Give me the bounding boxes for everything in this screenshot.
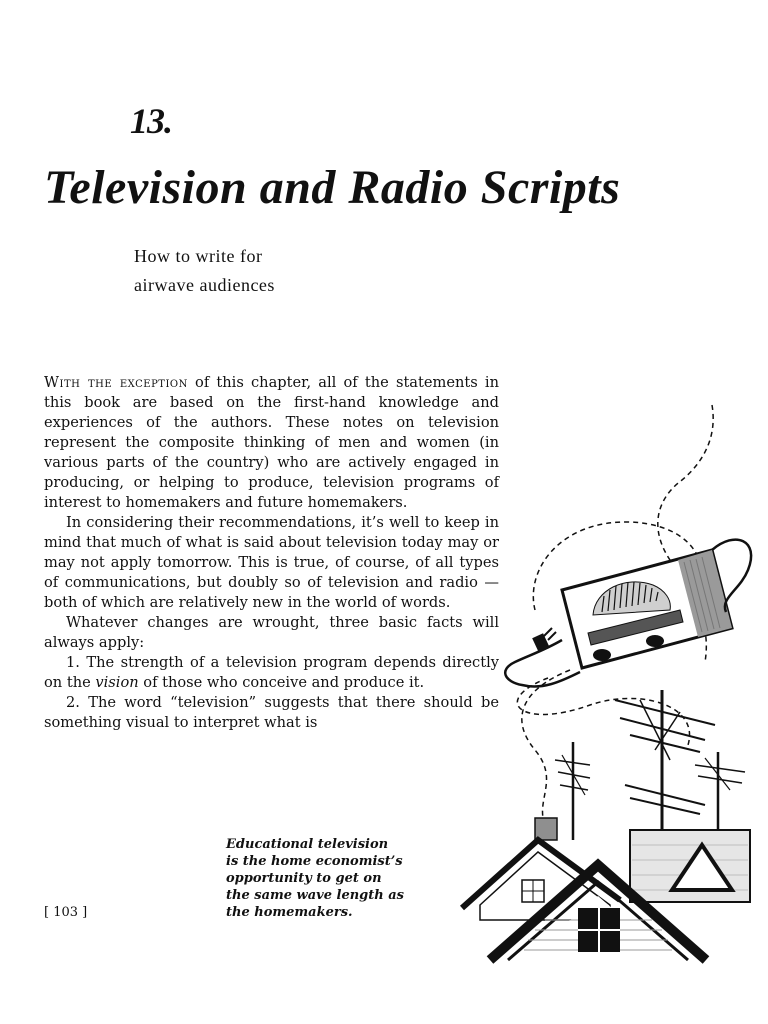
caption-line: is the home economist’s <box>226 854 403 869</box>
emphasis-vision: vision <box>95 674 139 691</box>
paragraph-text: of this chapter, all of the statements in this book are based on the first-hand knowledge and experiences of the authors. These notes on television represent the composite thinking of men and women (in various parts of the country) who are actively engaged in producing, or helping to produce, television programs of interest to homemakers and future homemakers. <box>44 374 499 511</box>
paragraph-text: of those who conceive and produce it. <box>138 674 425 691</box>
paragraph-5: 2. The word “television” suggests that there should be something visual to interpret what is <box>44 694 499 731</box>
plug-icon <box>532 628 556 653</box>
paragraph-text: 1. The strength of a television program depends directly on the <box>44 654 499 691</box>
illustration-caption <box>226 836 441 921</box>
chapter-subtitle <box>134 242 374 300</box>
caption-line: opportunity to get on <box>226 871 382 886</box>
paragraph-2: In considering their recommendations, it’s well to keep in mind that much of what is said about television today may or may not apply tomorrow. This is true, of course, of all types of communications, but doubly so of television and radio — both of which are relatively new in the world of words. <box>44 514 499 611</box>
houses-icon <box>462 818 750 960</box>
radio-and-houses-illustration <box>450 400 760 980</box>
subtitle-line: How to write for <box>134 246 263 266</box>
page-number: [ 103 ] <box>44 905 88 920</box>
chapter-title: Television and Radio Scripts <box>44 161 621 214</box>
body-text <box>44 373 499 733</box>
subtitle-line: airwave audiences <box>134 275 275 295</box>
paragraph-lead-in: With the exception <box>44 374 188 391</box>
caption-line: the homemakers. <box>226 905 353 920</box>
paragraph-4 <box>44 653 499 693</box>
caption-line: the same wave length as <box>226 888 404 903</box>
paragraph-1 <box>44 373 499 513</box>
caption-line: Educational television <box>226 837 389 852</box>
paragraph-3: Whatever changes are wrought, three basic facts will always apply: <box>44 614 499 651</box>
chapter-number: 13. <box>130 101 172 141</box>
